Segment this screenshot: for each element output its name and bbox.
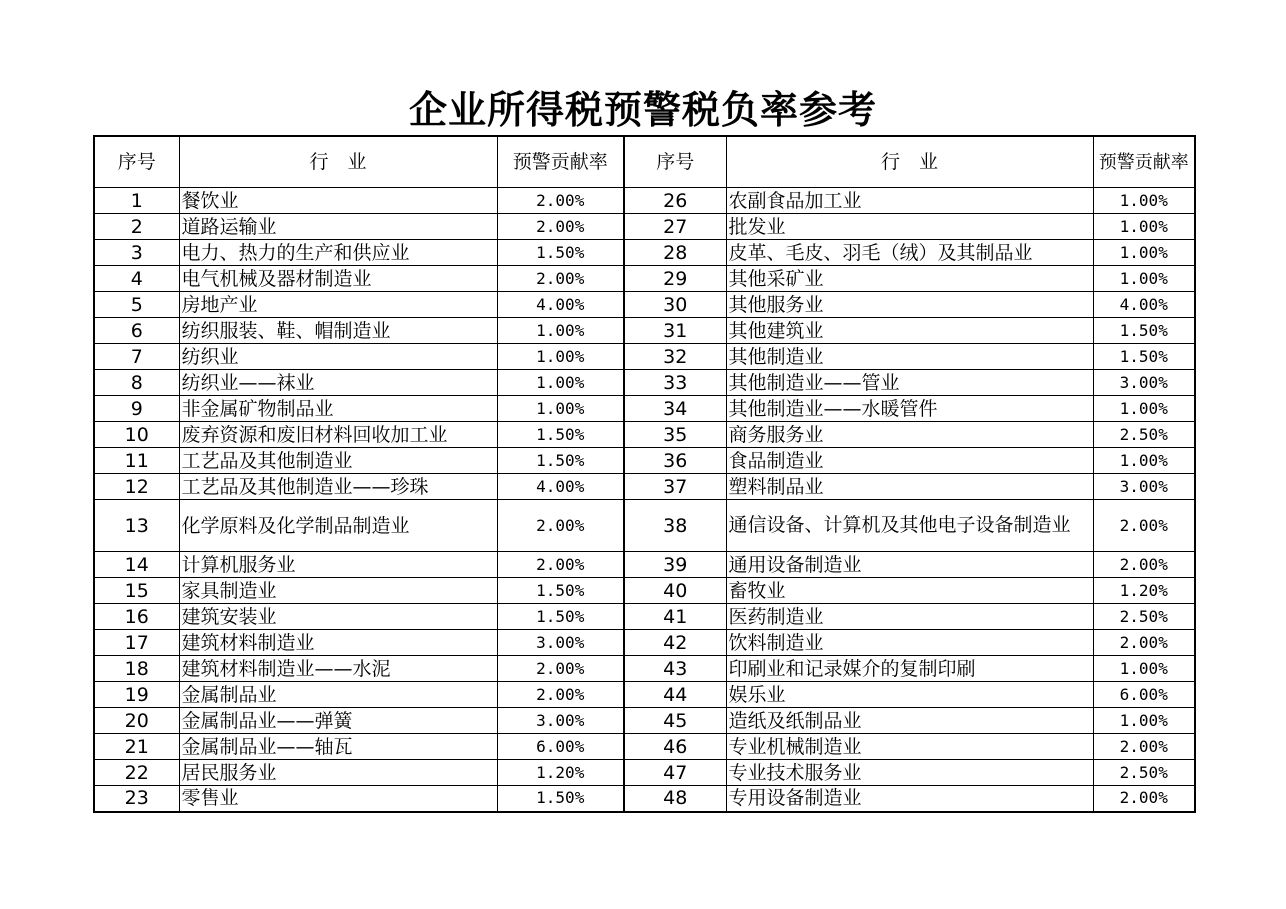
row-industry-left: 金属制品业——弹簧 [179,708,497,734]
row-industry-right: 商务服务业 [726,422,1093,448]
row-rate-right: 2.50% [1093,422,1195,448]
row-rate-left: 4.00% [497,474,624,500]
row-industry-right: 其他制造业——管业 [726,370,1093,396]
header-row [94,136,1195,188]
row-rate-left: 1.00% [497,318,624,344]
page-title: 企业所得税预警税负率参考 [408,88,877,132]
table-row [94,552,1195,578]
row-no-left: 4 [94,266,179,292]
row-rate-left: 2.00% [497,500,624,552]
row-industry-left: 零售业 [179,786,497,812]
row-industry-right: 其他采矿业 [726,266,1093,292]
row-industry-left: 非金属矿物制品业 [179,396,497,422]
row-rate-left: 1.00% [497,370,624,396]
table-row [94,786,1195,812]
table-row [94,422,1195,448]
row-no-right: 34 [624,396,726,422]
row-rate-left: 1.50% [497,422,624,448]
row-rate-left: 2.00% [497,552,624,578]
row-industry-right: 其他建筑业 [726,318,1093,344]
row-industry-left: 工艺品及其他制造业 [179,448,497,474]
table-row [94,656,1195,682]
row-no-left: 11 [94,448,179,474]
row-no-left: 9 [94,396,179,422]
row-industry-right: 印刷业和记录媒介的复制印刷 [726,656,1093,682]
table-row [94,396,1195,422]
row-no-left: 13 [94,500,179,552]
row-rate-left: 2.00% [497,656,624,682]
row-rate-left: 2.00% [497,188,624,214]
row-industry-left: 建筑材料制造业——水泥 [179,656,497,682]
row-rate-right: 2.00% [1093,500,1195,552]
row-no-left: 12 [94,474,179,500]
row-no-right: 42 [624,630,726,656]
row-no-left: 23 [94,786,179,812]
row-industry-right: 其他服务业 [726,292,1093,318]
row-industry-left: 房地产业 [179,292,497,318]
row-no-right: 46 [624,734,726,760]
header-rate-left: 预警贡献率 [497,136,624,188]
header-industry-right: 行 业 [726,136,1093,188]
row-industry-left: 工艺品及其他制造业——珍珠 [179,474,497,500]
row-industry-left: 废弃资源和废旧材料回收加工业 [179,422,497,448]
row-no-left: 14 [94,552,179,578]
row-rate-left: 1.20% [497,760,624,786]
row-rate-left: 1.00% [497,396,624,422]
row-industry-right: 造纸及纸制品业 [726,708,1093,734]
table-row [94,630,1195,656]
row-no-right: 38 [624,500,726,552]
row-rate-left: 1.00% [497,344,624,370]
row-rate-right: 3.00% [1093,474,1195,500]
row-no-right: 29 [624,266,726,292]
row-rate-right: 2.50% [1093,760,1195,786]
row-rate-left: 1.50% [497,448,624,474]
row-rate-right: 1.00% [1093,266,1195,292]
row-rate-right: 3.00% [1093,370,1195,396]
row-industry-left: 化学原料及化学制品制造业 [179,500,497,552]
row-no-left: 5 [94,292,179,318]
table-row [94,370,1195,396]
row-rate-right: 4.00% [1093,292,1195,318]
row-industry-right: 医药制造业 [726,604,1093,630]
row-no-right: 32 [624,344,726,370]
row-no-right: 48 [624,786,726,812]
row-rate-right: 1.00% [1093,448,1195,474]
row-no-left: 6 [94,318,179,344]
table-row [94,188,1195,214]
row-no-left: 8 [94,370,179,396]
row-industry-left: 纺织业——袜业 [179,370,497,396]
row-rate-right: 2.00% [1093,786,1195,812]
row-no-right: 43 [624,656,726,682]
row-industry-right: 通信设备、计算机及其他电子设备制造业 [726,500,1093,552]
row-no-left: 2 [94,214,179,240]
row-no-right: 44 [624,682,726,708]
row-rate-left: 6.00% [497,734,624,760]
row-industry-left: 建筑材料制造业 [179,630,497,656]
row-rate-left: 3.00% [497,708,624,734]
row-no-left: 3 [94,240,179,266]
row-rate-right: 1.00% [1093,396,1195,422]
row-industry-left: 电气机械及器材制造业 [179,266,497,292]
header-no-left: 序号 [94,136,179,188]
table-row [94,760,1195,786]
row-industry-right: 娱乐业 [726,682,1093,708]
row-industry-left: 电力、热力的生产和供应业 [179,240,497,266]
row-rate-left: 4.00% [497,292,624,318]
row-rate-right: 1.00% [1093,708,1195,734]
row-no-right: 41 [624,604,726,630]
row-industry-left: 纺织业 [179,344,497,370]
row-industry-left: 金属制品业 [179,682,497,708]
row-no-right: 26 [624,188,726,214]
table-row [94,292,1195,318]
row-industry-right: 饮料制造业 [726,630,1093,656]
row-industry-right: 畜牧业 [726,578,1093,604]
row-industry-right: 专业机械制造业 [726,734,1093,760]
row-industry-left: 建筑安装业 [179,604,497,630]
header-no-right: 序号 [624,136,726,188]
row-rate-left: 1.50% [497,240,624,266]
table-row [94,448,1195,474]
row-no-right: 30 [624,292,726,318]
row-rate-right: 2.00% [1093,630,1195,656]
row-industry-right: 食品制造业 [726,448,1093,474]
row-no-left: 17 [94,630,179,656]
table-row [94,734,1195,760]
row-industry-left: 计算机服务业 [179,552,497,578]
row-industry-right: 塑料制品业 [726,474,1093,500]
table-row [94,474,1195,500]
row-industry-left: 金属制品业——轴瓦 [179,734,497,760]
row-rate-right: 2.00% [1093,552,1195,578]
row-rate-right: 1.50% [1093,318,1195,344]
row-no-left: 7 [94,344,179,370]
header-rate-right: 预警贡献率 [1093,136,1195,188]
row-no-left: 22 [94,760,179,786]
row-no-right: 27 [624,214,726,240]
table-row [94,604,1195,630]
row-rate-left: 2.00% [497,682,624,708]
row-rate-left: 1.50% [497,578,624,604]
table-row [94,578,1195,604]
row-industry-right: 农副食品加工业 [726,188,1093,214]
row-no-left: 21 [94,734,179,760]
row-industry-left: 纺织服装、鞋、帽制造业 [179,318,497,344]
row-rate-left: 2.00% [497,214,624,240]
header-industry-left: 行 业 [179,136,497,188]
row-rate-left: 1.50% [497,604,624,630]
table-row [94,708,1195,734]
row-no-left: 1 [94,188,179,214]
table-row [94,344,1195,370]
row-no-right: 47 [624,760,726,786]
row-no-right: 40 [624,578,726,604]
table-row [94,318,1195,344]
row-rate-right: 2.50% [1093,604,1195,630]
row-rate-left: 3.00% [497,630,624,656]
row-rate-right: 1.00% [1093,214,1195,240]
row-no-left: 19 [94,682,179,708]
row-rate-right: 2.00% [1093,734,1195,760]
table-body [94,188,1195,812]
row-industry-right: 皮革、毛皮、羽毛（绒）及其制品业 [726,240,1093,266]
row-no-left: 16 [94,604,179,630]
row-rate-right: 1.50% [1093,344,1195,370]
row-rate-right: 6.00% [1093,682,1195,708]
row-no-right: 28 [624,240,726,266]
row-no-left: 20 [94,708,179,734]
table-row [94,214,1195,240]
row-industry-right: 专用设备制造业 [726,786,1093,812]
row-industry-left: 道路运输业 [179,214,497,240]
tax-rate-table [93,135,1196,813]
row-no-right: 37 [624,474,726,500]
table-row [94,240,1195,266]
row-industry-right: 其他制造业——水暖管件 [726,396,1093,422]
row-no-left: 15 [94,578,179,604]
table-row [94,266,1195,292]
row-no-right: 45 [624,708,726,734]
row-industry-right: 专业技术服务业 [726,760,1093,786]
row-industry-right: 批发业 [726,214,1093,240]
row-industry-right: 通用设备制造业 [726,552,1093,578]
row-no-right: 36 [624,448,726,474]
row-rate-right: 1.00% [1093,240,1195,266]
row-no-right: 35 [624,422,726,448]
row-no-right: 39 [624,552,726,578]
row-no-right: 31 [624,318,726,344]
row-rate-left: 1.50% [497,786,624,812]
row-no-left: 10 [94,422,179,448]
row-rate-right: 1.00% [1093,656,1195,682]
row-industry-left: 家具制造业 [179,578,497,604]
table-row [94,500,1195,552]
table-row [94,682,1195,708]
row-industry-left: 餐饮业 [179,188,497,214]
row-rate-right: 1.00% [1093,188,1195,214]
row-industry-right: 其他制造业 [726,344,1093,370]
row-no-left: 18 [94,656,179,682]
row-industry-left: 居民服务业 [179,760,497,786]
row-no-right: 33 [624,370,726,396]
row-rate-left: 2.00% [497,266,624,292]
row-rate-right: 1.20% [1093,578,1195,604]
